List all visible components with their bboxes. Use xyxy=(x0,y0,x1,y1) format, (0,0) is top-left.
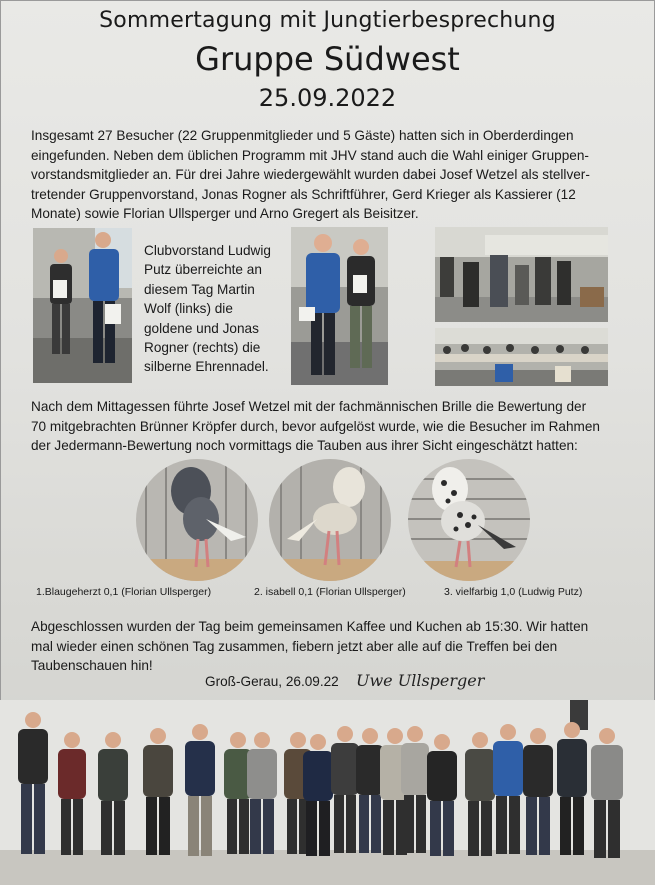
closing-line: Taubenschauen hin! xyxy=(31,658,153,674)
hall-photo-crowd xyxy=(435,227,608,322)
award-photo-left xyxy=(33,228,132,383)
pigeon-photo-3 xyxy=(408,459,530,581)
intro-line: Insgesamt 27 Besucher (22 Gruppenmitglieder und 5 Gäste) hatten sich in Oberderdingen xyxy=(31,128,574,143)
closing-line: Abgeschlossen wurden der Tag beim gemeinsamen Kaffee und Kuchen ab 15:30. Wir hatten xyxy=(31,619,589,634)
judging-line: 70 mitgebrachten Brünner Kröpfer durch, bevor aufgelöst wurde, wie die Besucher im Rahmen xyxy=(31,418,600,434)
award-caption-line: Rogner (rechts) die xyxy=(144,340,261,356)
award-caption-line: silberne Ehrennadel. xyxy=(144,359,269,375)
group-photo xyxy=(0,700,655,885)
award-photo-right xyxy=(291,227,388,385)
pigeon-caption-3: 3. vielfarbig 1,0 (Ludwig Putz) xyxy=(444,586,583,598)
award-caption-line: diesem Tag Martin xyxy=(144,281,255,297)
intro-line: eingefunden. Neben dem üblichen Programm mit JHV stand auch die Wahl einiger Gruppen- xyxy=(31,147,589,163)
judging-paragraph xyxy=(31,397,643,456)
place-date: Groß-Gerau, 26.09.22 xyxy=(205,674,339,689)
closing-paragraph xyxy=(31,617,631,676)
intro-line: Monate) sowie Florian Ullsperger und Arno Gregert als Beisitzer. xyxy=(31,206,419,222)
pigeon-photo-2 xyxy=(269,459,391,581)
award-caption xyxy=(144,241,284,377)
intro-paragraph xyxy=(31,126,631,224)
closing-line: mal wieder einen schönen Tag zusammen, fiebern jetzt aber alle auf die Treffen bei den xyxy=(31,638,558,654)
page-title: Sommertagung mit Jungtierbesprechung xyxy=(99,8,556,33)
pigeon-caption-1: 1.Blaugeherzt 0,1 (Florian Ullsperger) xyxy=(36,586,212,598)
award-caption-line: Wolf (links) die xyxy=(144,301,233,317)
pigeon-photo-1 xyxy=(136,459,258,581)
intro-line: tretender Gruppenvorstand, Jonas Rogner als Schriftführer, Gerd Krieger als Kassierer (12 xyxy=(31,186,576,202)
award-caption-line: Putz überreichte an xyxy=(144,262,262,278)
mottled-pouter-pigeon-icon xyxy=(408,459,530,581)
intro-line: vorstandsmitglieder an. Für drei Jahre wiedergewählt wurden dabei Josef Wetzel als stellver- xyxy=(31,167,590,183)
isabel-pouter-pigeon-icon xyxy=(269,459,391,581)
pigeon-caption-2: 2. isabell 0,1 (Florian Ullsperger) xyxy=(254,586,406,598)
event-date: 25.09.2022 xyxy=(258,84,397,112)
blue-pouter-pigeon-icon xyxy=(136,459,258,581)
judging-line: Nach dem Mittagessen führte Josef Wetzel mit der fachmännischen Brille die Bewertung der xyxy=(31,399,587,414)
judging-line: der Jedermann-Bewertung noch vormittags die Tauben aus ihrer Sicht eingeschätzt hatten: xyxy=(31,438,578,454)
signature: Uwe Ullsperger xyxy=(356,671,485,690)
hall-photo-tables xyxy=(435,328,608,386)
group-title: Gruppe Südwest xyxy=(195,40,460,78)
award-caption-line: Clubvorstand Ludwig xyxy=(144,243,271,258)
award-caption-line: goldene und Jonas xyxy=(144,320,259,336)
